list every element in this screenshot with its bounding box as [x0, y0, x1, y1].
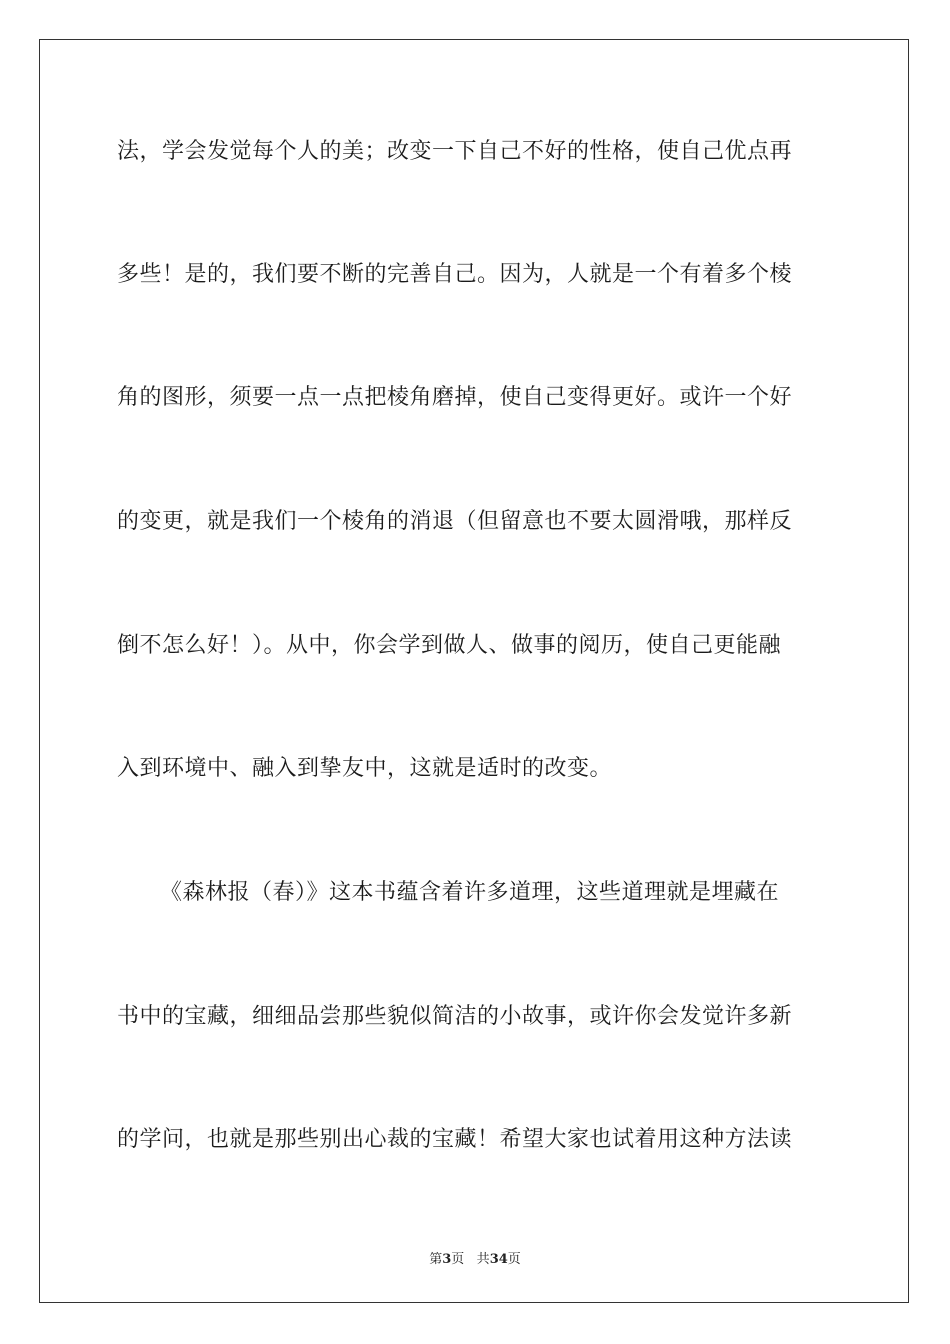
body-text-line-1: 法，学会发觉每个人的美；改变一下自己不好的性格，使自己优点再 — [117, 139, 793, 164]
page-border — [39, 39, 909, 1303]
total-prefix: 共 — [476, 1252, 490, 1267]
body-text-line-3: 角的图形，须要一点一点把棱角磨掉，使自己变得更好。或许一个好 — [117, 385, 793, 410]
body-text-line-2: 多些！是的，我们要不断的完善自己。因为，人就是一个有着多个棱 — [117, 262, 793, 287]
total-pages: 34 — [489, 1252, 508, 1267]
page-suffix: 页 — [451, 1252, 465, 1267]
page-prefix: 第 — [429, 1252, 443, 1267]
page-number: 3 — [442, 1252, 452, 1267]
body-text-line-4: 的变更，就是我们一个棱角的消退（但留意也不要太圆滑哦，那样反 — [117, 509, 793, 534]
body-text-line-8: 书中的宝藏，细细品尝那些貌似简洁的小故事，或许你会发觉许多新 — [117, 1004, 793, 1029]
body-text-line-5: 倒不怎么好！）。从中，你会学到做人、做事的阅历，使自己更能融 — [117, 633, 782, 658]
body-text-line-7: 《森林报（春）》这本书蕴含着许多道理，这些道理就是埋藏在 — [160, 880, 780, 905]
body-text-line-6: 入到环境中、融入到挚友中，这就是适时的改变。 — [117, 756, 613, 781]
page-footer — [0, 1248, 950, 1267]
body-text-line-9: 的学问，也就是那些别出心裁的宝藏！希望大家也试着用这种方法读 — [117, 1127, 793, 1152]
total-suffix: 页 — [507, 1252, 521, 1267]
